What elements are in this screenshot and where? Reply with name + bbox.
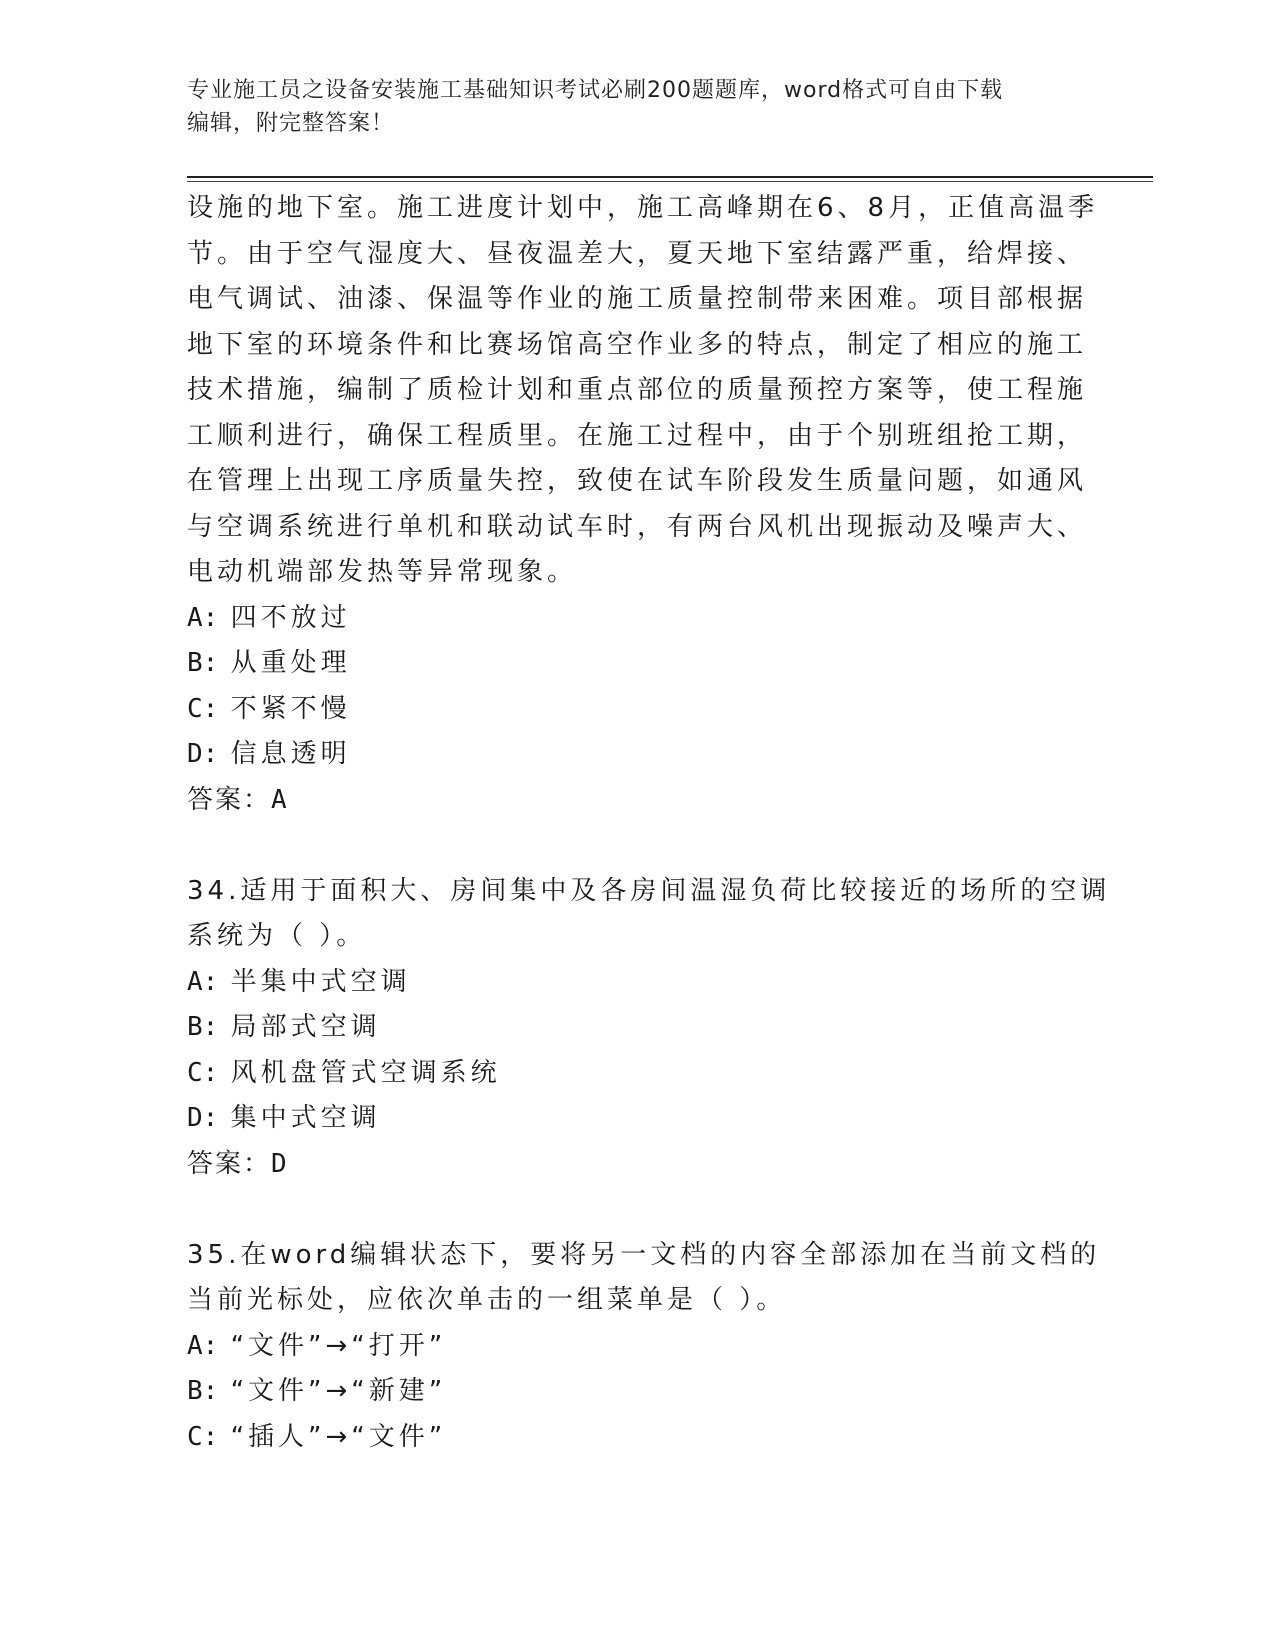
question-text-line: 电气调试、油漆、保温等作业的施工质量控制带来困难。项目部根据 (187, 284, 1088, 314)
option-key: C: (187, 693, 219, 724)
option-text: 半集中式空调 (230, 966, 411, 997)
option-text: “文件”→“新建” (230, 1376, 447, 1406)
answer-label: 答案： (187, 784, 272, 815)
option-b (187, 1005, 1087, 1051)
question-text-line: 地下室的环境条件和比赛场馆高空作业多的特点，制定了相应的施工 (187, 329, 1088, 360)
option-d (187, 732, 1087, 778)
option-text: 局部式空调 (230, 1012, 381, 1042)
question-text-line: 技术措施，编制了质检计划和重点部位的质量预控方案等，使工程施 (187, 375, 1088, 405)
header-line-2: 编辑，附完整答案！ (187, 111, 395, 136)
option-key: C: (187, 1057, 219, 1088)
option-text: 风机盘管式空调系统 (230, 1057, 501, 1088)
question-text-line: 工顺利进行，确保工程质里。在施工过程中，由于个别班组抢工期， (187, 420, 1088, 451)
question-text-line: 34.适用于面积大、房间集中及各房间温湿负荷比较接近的场所的空调 (187, 875, 1111, 906)
option-b (187, 1369, 1087, 1415)
answer-value: D (271, 1148, 289, 1179)
option-text: “插人”→“文件” (230, 1421, 447, 1452)
document-body (187, 186, 1111, 1460)
question-text-line: 电动机端部发热等异常现象。 (187, 557, 578, 587)
option-key: C: (187, 1421, 219, 1452)
option-b (187, 641, 1087, 687)
option-key: B: (187, 648, 219, 678)
question-34 (187, 869, 1111, 1188)
question-text-line: 与空调系统进行单机和联动试车时，有两台风机出现振动及噪声大、 (187, 511, 1088, 542)
option-text: 信息透明 (230, 739, 351, 769)
answer-line (187, 1142, 1087, 1188)
question-text-line: 在管理上出现工序质量失控，致使在试车阶段发生质量问题，如通风 (187, 466, 1088, 496)
option-a (187, 1324, 1087, 1370)
header-rule-thick (187, 176, 1153, 178)
question-text-line: 当前光标处，应依次单击的一组菜单是（ ）。 (187, 1285, 787, 1315)
question-35 (187, 1233, 1101, 1461)
spacer (187, 823, 1087, 869)
option-a (187, 596, 1087, 642)
option-text: “文件”→“打开” (230, 1330, 447, 1361)
question-text-line: 设施的地下室。施工进度计划中，施工高峰期在6、8月，正值高温季 (187, 193, 1099, 223)
option-c (187, 687, 1087, 733)
question-33 (187, 186, 1099, 823)
question-text-line: 35.在word编辑状态下，要将另一文档的内容全部添加在当前文档的 (187, 1239, 1101, 1270)
question-text-line: 节。由于空气湿度大、昼夜温差大，夏天地下室结露严重，给焊接、 (187, 238, 1088, 269)
document-header (187, 74, 1067, 140)
option-text: 集中式空调 (230, 1103, 381, 1133)
header-rule-thin (187, 181, 1153, 182)
option-key: A: (187, 602, 219, 633)
header-line-1: 专业施工员之设备安装施工基础知识考试必刷200题题库，word格式可自由下载 (187, 78, 1004, 103)
option-c (187, 1415, 1087, 1461)
answer-value: A (271, 784, 289, 815)
answer-line (187, 778, 1087, 824)
option-text: 从重处理 (230, 648, 351, 678)
option-c (187, 1051, 1087, 1097)
option-key: A: (187, 966, 219, 997)
option-a (187, 960, 1087, 1006)
option-key: D: (187, 1103, 219, 1133)
option-d (187, 1096, 1087, 1142)
option-key: B: (187, 1376, 219, 1406)
answer-label: 答案： (187, 1148, 272, 1179)
spacer (187, 1187, 1087, 1233)
option-text: 四不放过 (230, 602, 351, 633)
question-text-line: 系统为（ ）。 (187, 921, 367, 951)
option-key: A: (187, 1330, 219, 1361)
option-key: B: (187, 1012, 219, 1042)
option-text: 不紧不慢 (230, 693, 351, 724)
option-key: D: (187, 739, 219, 769)
